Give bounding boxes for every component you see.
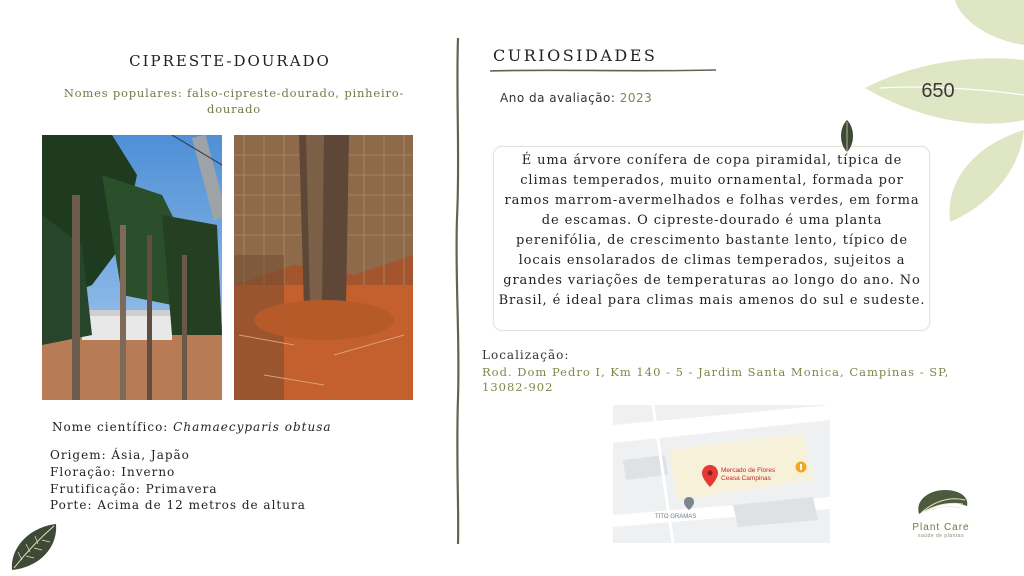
evaluation-year: 2023 [619, 91, 653, 105]
evaluation-number: 650 [921, 80, 955, 102]
evaluation-label: Ano da avaliação: [500, 91, 620, 105]
logo-leaf-icon [911, 486, 971, 518]
small-leaf-icon [837, 120, 857, 156]
decorative-leaves [860, 0, 1024, 225]
map-place-line-1: Mercado de Flores [721, 467, 776, 474]
description-text: É uma árvore conífera de copa piramidal, típica de climas temperados, muito ornamental, formada por ramos marrom-avermelhados e folhas verdes, em forma de escamas. O cipreste-dourado é uma planta perenifólia, de crescimento bastante lento, típico de locais ensolarados de climas temperados, sujeitos a grandes variações de temperaturas ao longo do ano. No Brasil, é ideal para climas mais amenos do sul e sudeste. [498, 153, 926, 308]
origin-line: Origem: Ásia, Japão [50, 448, 190, 462]
map-place-line-2: Ceasa Campinas [721, 475, 771, 482]
flowering-line: Floração: Inverno [50, 465, 176, 479]
fruiting-line: Frutificação: Primavera [50, 482, 218, 496]
location-label: Localização: [482, 348, 570, 362]
tree-canopy-photo [42, 135, 222, 400]
scientific-name-label: Nome científico: [52, 420, 174, 434]
vertical-divider [452, 38, 464, 544]
plant-care-logo [905, 486, 977, 542]
scientific-name-line [52, 420, 332, 434]
evaluation-year-line [500, 91, 652, 105]
location-address: Rod. Dom Pedro I, Km 140 - 5 - Jardim Santa Monica, Campinas - SP, 13082-902 [482, 365, 950, 394]
popular-names: Nomes populares: falso-cipreste-dourado, pinheiro-dourado [63, 86, 405, 116]
corner-leaf-icon [10, 522, 60, 572]
scientific-name: Chamaecyparis obtusa [173, 420, 332, 434]
section-title: CURIOSIDADES [493, 46, 658, 65]
size-line: Porte: Acima de 12 metros de altura [50, 498, 306, 512]
location-map[interactable] [613, 405, 830, 543]
logo-name: Plant Care [912, 522, 970, 533]
species-title: CIPRESTE-DOURADO [129, 52, 331, 70]
title-underline [490, 67, 716, 75]
map-secondary-label: TITO GRAMAS [655, 514, 697, 520]
tree-trunk-photo [234, 135, 413, 400]
logo-tagline: saúde de plantas [917, 533, 965, 539]
map-food-icon [796, 462, 807, 473]
